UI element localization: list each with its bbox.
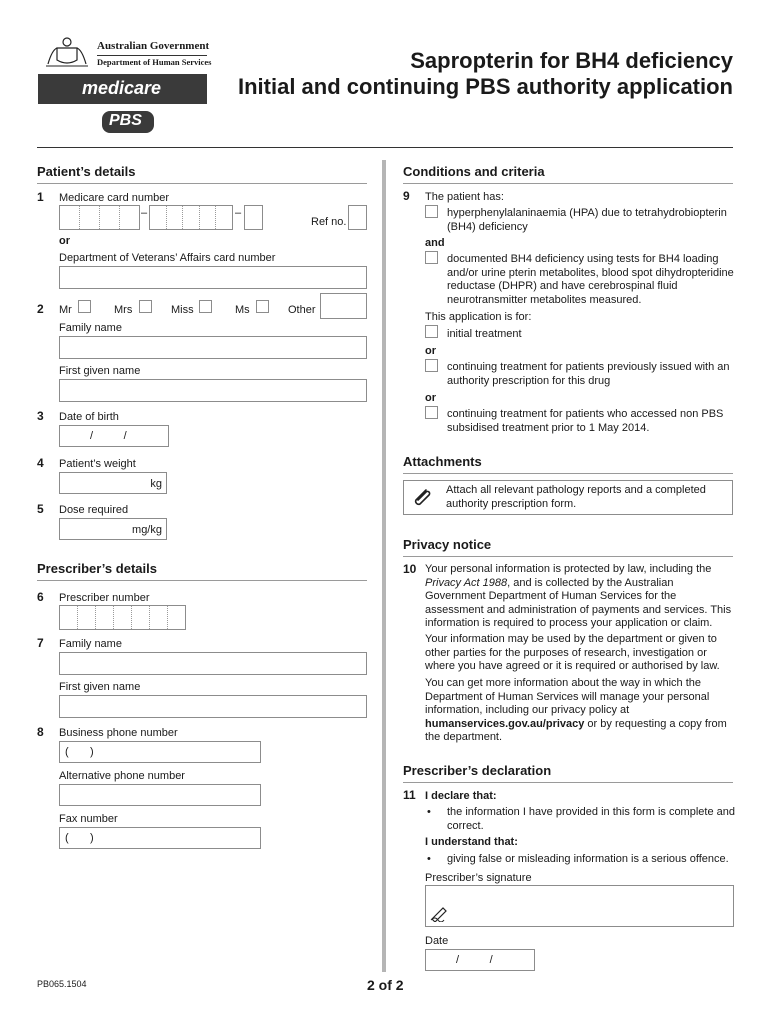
title-other-label: Other — [288, 304, 316, 316]
patient-section-rule — [37, 183, 367, 184]
declaration-section-rule — [403, 782, 733, 783]
attachments-box — [403, 480, 733, 515]
prescriber-number-label: Prescriber number — [59, 592, 150, 604]
medicare-dash-2: – — [235, 207, 242, 219]
column-divider — [382, 160, 386, 972]
medicare-card-digits-2[interactable] — [149, 205, 233, 230]
continuing-treatment-text: continuing treatment for patients previously issued with an authority prescription for this drug — [447, 361, 730, 387]
bullet-2: • — [427, 853, 431, 865]
q5-number: 5 — [37, 502, 44, 516]
title-ms-label: Ms — [235, 304, 250, 316]
header-rule — [37, 147, 733, 148]
business-phone-label: Business phone number — [59, 727, 178, 739]
medicare-dash-1: – — [141, 207, 148, 219]
dva-card-label: Department of Veterans’ Affairs card number — [59, 252, 276, 264]
prescriber-section-rule — [37, 580, 367, 581]
fax-parens: ( ) — [65, 832, 94, 844]
q1-number: 1 — [37, 190, 44, 204]
medicare-logo-text: medicare — [82, 78, 162, 98]
department-name: Department of Human Services — [97, 57, 212, 67]
patient-first-name-label: First given name — [59, 365, 141, 377]
pbs-logo — [102, 111, 154, 133]
initial-treatment-text: initial treatment — [447, 328, 522, 340]
non-pbs-checkbox[interactable] — [425, 406, 438, 419]
ref-no-input[interactable] — [348, 205, 367, 230]
signature-input[interactable] — [425, 885, 734, 927]
title-other-input[interactable] — [320, 293, 367, 319]
alt-phone-input[interactable] — [59, 784, 261, 806]
declaration-bullet-2: giving false or misleading information is a serious offence. — [447, 853, 729, 865]
title-mr-checkbox[interactable] — [78, 300, 91, 313]
declaration-date-separators: / / — [456, 954, 493, 966]
q11-number: 11 — [403, 788, 416, 802]
title-miss-checkbox[interactable] — [199, 300, 212, 313]
declaration-section-title: Prescriber’s declaration — [403, 763, 552, 778]
q3-number: 3 — [37, 409, 44, 423]
business-phone-parens: ( ) — [65, 746, 94, 758]
weight-label: Patient’s weight — [59, 458, 136, 470]
dob-label: Date of birth — [59, 411, 119, 423]
non-pbs-text: continuing treatment for patients who accessed non PBS subsidised treatment prior to 1 May 2014. — [447, 408, 724, 434]
attachments-text: Attach all relevant pathology reports and a completed authority prescription form. — [446, 484, 706, 510]
gov-name: Australian Government — [97, 40, 210, 52]
privacy-p1-a: Your personal information is protected by law, including the — [425, 563, 712, 575]
title-mrs-checkbox[interactable] — [139, 300, 152, 313]
attachments-section-rule — [403, 473, 733, 474]
bh4-option-text: documented BH4 deficiency using tests for BH4 loading and/or urine pterin metabolites, blood spot dihydropteridine reductase (DHPR) and have cerebrospinal fluid neurotransmitter metabolites measured. — [447, 253, 734, 306]
or-label-2: or — [425, 392, 436, 404]
medicare-card-digits-1[interactable] — [59, 205, 140, 230]
dose-input[interactable] — [59, 518, 167, 540]
declaration-date-label: Date — [425, 935, 449, 947]
initial-treatment-checkbox[interactable] — [425, 325, 438, 338]
or-label: or — [59, 235, 70, 247]
privacy-p3-b: or by requesting a copy from the department. — [425, 717, 727, 743]
form-subtitle: Initial and continuing PBS authority application — [237, 74, 733, 99]
form-code: PB065.1504 — [37, 979, 87, 989]
business-phone-input[interactable] — [59, 741, 261, 763]
pen-icon — [430, 906, 450, 925]
q2-number: 2 — [37, 302, 44, 316]
signature-label: Prescriber’s signature — [425, 872, 532, 884]
pbs-logo-text: PBS — [109, 112, 142, 129]
continuing-treatment-checkbox[interactable] — [425, 359, 438, 372]
medicare-card-label: Medicare card number — [59, 192, 170, 204]
fax-input[interactable] — [59, 827, 261, 849]
application-for-label: This application is for: — [425, 311, 532, 323]
ref-no-label: Ref no. — [311, 216, 347, 228]
gov-divider — [97, 55, 207, 56]
patient-family-name-input[interactable] — [59, 336, 367, 359]
privacy-paragraph-2: Your information may be used by the department or given to other parties for the purposes of research, investigation or where you have agreed or it is required or authorised by law. — [425, 633, 720, 672]
title-mr-label: Mr — [59, 304, 72, 316]
patient-has-label: The patient has: — [425, 191, 504, 203]
privacy-section-rule — [403, 556, 733, 557]
q6-number: 6 — [37, 590, 44, 604]
i-understand-label: I understand that: — [425, 836, 518, 848]
gov-crest-icon — [44, 34, 90, 68]
medicare-card-digit-last[interactable] — [244, 205, 263, 230]
dob-separators: / / — [90, 430, 127, 442]
hpa-checkbox[interactable] — [425, 205, 438, 218]
form-title: Sapropterin for BH4 deficiency — [410, 48, 733, 73]
privacy-p1-b: , and is collected by the Australian Government Department of Human Services for the assessment and administration of payments and services. This information is required to process your application or claim. — [425, 576, 732, 629]
alt-phone-label: Alternative phone number — [59, 770, 185, 782]
hpa-option-text: hyperphenylalaninaemia (HPA) due to tetrahydrobiopterin (BH4) deficiency — [447, 207, 727, 233]
attachments-section-title: Attachments — [403, 454, 482, 469]
privacy-p3-a: You can get more information about the way in which the Department of Human Services will manage your personal information, including our privacy policy at — [425, 677, 710, 716]
q8-number: 8 — [37, 725, 44, 739]
page-number: 2 of 2 — [367, 977, 404, 993]
prescriber-family-name-label: Family name — [59, 638, 122, 650]
title-miss-label: Miss — [171, 304, 194, 316]
privacy-act-title: Privacy Act 1988 — [425, 576, 508, 589]
dose-label: Dose required — [59, 504, 129, 516]
bullet-1: • — [427, 806, 431, 818]
and-label: and — [425, 237, 445, 249]
patient-family-name-label: Family name — [59, 322, 122, 334]
patient-section-title: Patient’s details — [37, 164, 136, 179]
prescriber-first-name-input[interactable] — [59, 695, 367, 718]
q10-number: 10 — [403, 562, 417, 576]
prescriber-family-name-input[interactable] — [59, 652, 367, 675]
privacy-link[interactable]: humanservices.gov.au/privacy — [425, 717, 585, 730]
privacy-paragraph-1 — [425, 563, 735, 631]
dose-unit: mg/kg — [132, 524, 162, 536]
q4-number: 4 — [37, 456, 44, 470]
title-ms-checkbox[interactable] — [256, 300, 269, 313]
prescriber-first-name-label: First given name — [59, 681, 141, 693]
declaration-date-input[interactable] — [425, 949, 535, 971]
prescriber-number-input[interactable] — [59, 605, 186, 630]
declaration-bullet-1: the information I have provided in this form is complete and correct. — [447, 806, 735, 832]
dob-input[interactable] — [59, 425, 169, 447]
weight-unit: kg — [150, 478, 162, 490]
patient-first-name-input[interactable] — [59, 379, 367, 402]
prescriber-section-title: Prescriber’s details — [37, 561, 157, 576]
medicare-logo — [38, 74, 207, 104]
i-declare-label: I declare that: — [425, 790, 497, 802]
paperclip-icon — [410, 486, 434, 513]
dva-card-input[interactable] — [59, 266, 367, 289]
privacy-paragraph-3 — [425, 677, 735, 745]
privacy-section-title: Privacy notice — [403, 537, 492, 552]
conditions-section-rule — [403, 183, 733, 184]
conditions-section-title: Conditions and criteria — [403, 164, 545, 179]
fax-label: Fax number — [59, 813, 118, 825]
title-mrs-label: Mrs — [114, 304, 133, 316]
bh4-checkbox[interactable] — [425, 251, 438, 264]
q7-number: 7 — [37, 636, 44, 650]
q9-number: 9 — [403, 189, 410, 203]
weight-input[interactable] — [59, 472, 167, 494]
or-label-1: or — [425, 345, 436, 357]
